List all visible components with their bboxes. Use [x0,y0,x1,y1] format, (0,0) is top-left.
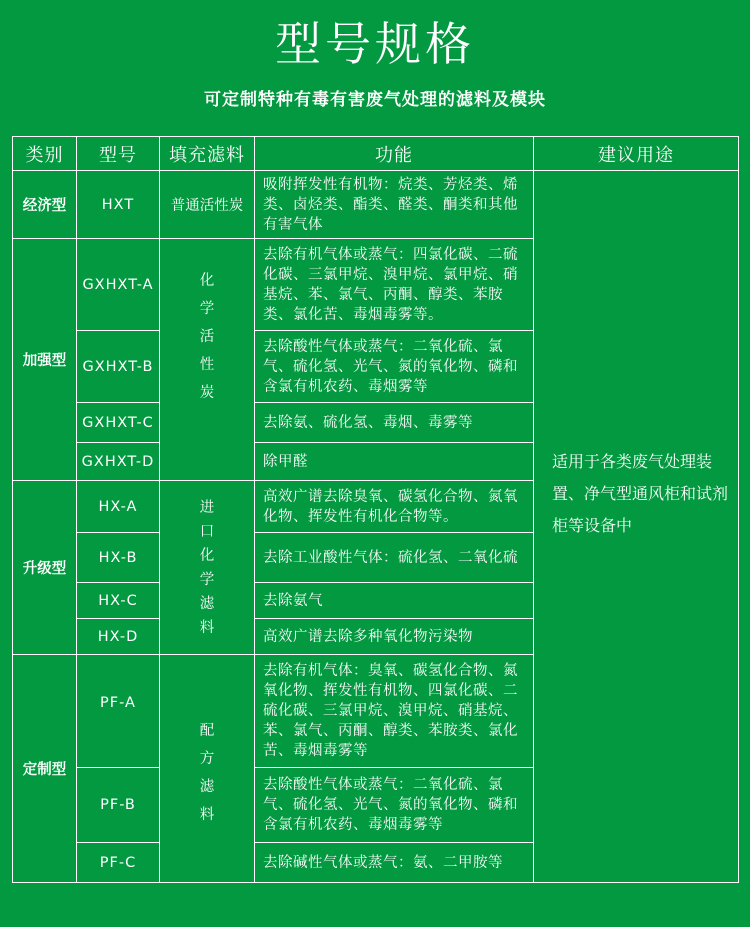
spec-table [12,136,739,883]
category-cell: 加强型 [13,239,77,481]
col-header-use: 建议用途 [534,137,739,171]
filler-cell-vertical: 化 学 活 性 炭 [160,239,255,481]
col-header-function: 功能 [255,137,534,171]
suggested-use-text: 适用于各类废气处理装置、净气型通风柜和试剂柜等设备中 [552,452,729,535]
model-cell: PF-C [77,843,160,883]
model-cell: HX-B [77,533,160,583]
function-cell: 去除有机气体或蒸气：四氯化碳、二硫化碳、三氯甲烷、溴甲烷、氯甲烷、硝基烷、苯、氯气、丙酮、醇类、苯胺类、氯化苦、毒烟毒雾等。 [255,239,534,331]
function-cell: 去除碱性气体或蒸气：氨、二甲胺等 [255,843,534,883]
function-cell: 高效广谱去除多种氧化物污染物 [255,619,534,655]
category-cell: 定制型 [13,655,77,883]
model-cell: HX-C [77,583,160,619]
filler-cell: 普通活性炭 [160,171,255,239]
model-cell: PF-B [77,768,160,843]
function-cell: 去除氨气 [255,583,534,619]
function-cell: 去除有机气体：臭氧、碳氢化合物、氮氧化物、挥发性有机物、四氯化碳、二硫化碳、三氯甲烷、溴甲烷、硝基烷、苯、氯气、丙酮、醇类、苯胺类、氯化苦、毒烟毒雾等 [255,655,534,768]
col-header-model: 型号 [77,137,160,171]
function-cell: 去除酸性气体或蒸气：二氧化硫、氯气、硫化氢、光气、氮的氧化物、磷和含氯有机农药、毒烟雾等 [255,331,534,403]
model-cell: PF-A [77,655,160,768]
col-header-category: 类别 [13,137,77,171]
category-cell: 升级型 [13,481,77,655]
function-cell: 去除酸性气体或蒸气：二氧化硫、氯气、硫化氢、光气、氮的氧化物、磷和含氯有机农药、毒烟毒雾等 [255,768,534,843]
function-cell: 去除氨、硫化氢、毒烟、毒雾等 [255,403,534,443]
function-cell: 去除工业酸性气体：硫化氢、二氧化硫 [255,533,534,583]
model-cell: GXHXT-C [77,403,160,443]
filler-cell-vertical: 配 方 滤 料 [160,655,255,883]
model-cell: GXHXT-B [77,331,160,403]
col-header-filler: 填充滤料 [160,137,255,171]
page-subtitle: 可定制特种有毒有害废气处理的滤料及模块 [204,90,546,110]
category-cell: 经济型 [13,171,77,239]
model-cell: GXHXT-D [77,443,160,481]
model-cell: HX-A [77,481,160,533]
function-cell: 高效广谱去除臭氧、碳氢化合物、氮氧化物、挥发性有机化合物等。 [255,481,534,533]
table-row [13,171,739,239]
function-cell: 除甲醛 [255,443,534,481]
filler-cell-vertical: 进 口 化 学 滤 料 [160,481,255,655]
page-title: 型号规格 [275,17,475,71]
model-cell: HX-D [77,619,160,655]
suggested-use-cell [534,171,739,883]
model-cell: HXT [77,171,160,239]
table-header-row [13,137,739,171]
model-cell: GXHXT-A [77,239,160,331]
function-cell: 吸附挥发性有机物：烷类、芳烃类、烯类、卤烃类、酯类、醛类、酮类和其他有害气体 [255,171,534,239]
